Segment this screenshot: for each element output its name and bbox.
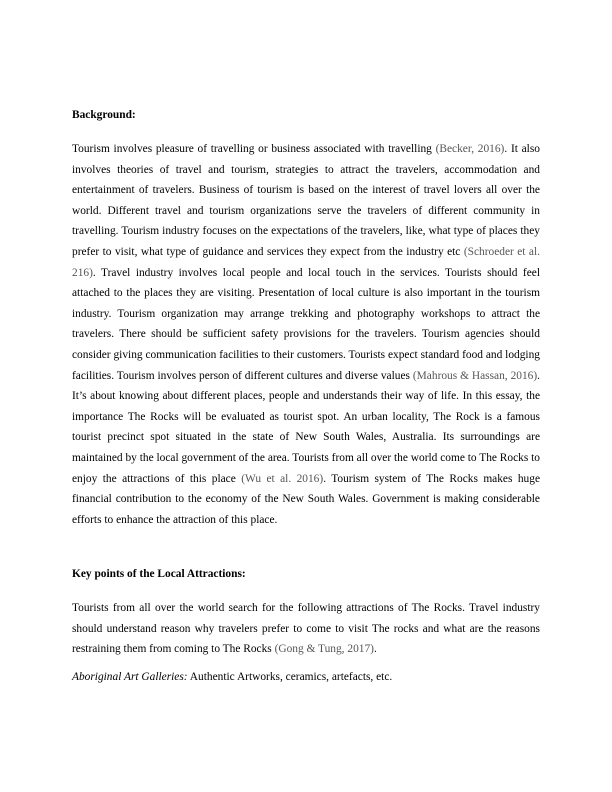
attraction-item — [72, 667, 540, 688]
paragraph-text: Tourists from all over the world search for the following attractions of The Rocks. Travel industry should understand reason why travelers prefer to come to visit The rocks and what are the reasons restraining them from coming to The Rocks — [72, 602, 540, 656]
key-points-heading: Key points of the Local Attractions: — [72, 568, 246, 581]
document-body — [72, 107, 540, 688]
background-heading: Background: — [72, 109, 136, 121]
attraction-description: Authentic Artworks, ceramics, artefacts, etc. — [187, 671, 393, 684]
citation: (Mahrous & Hassan, 2016) — [412, 369, 538, 382]
citation: (Gong & Tung, 2017) — [274, 643, 374, 656]
citation: (Schroeder et al. 216) — [72, 245, 540, 279]
key-points-paragraph — [72, 598, 540, 660]
attraction-label: Aboriginal Art Galleries: — [72, 671, 188, 684]
citation: (Wu et al. 2016) — [241, 472, 324, 485]
paragraph-text: . — [373, 643, 377, 656]
background-paragraph — [72, 139, 540, 530]
paragraph-text: . It’s about knowing about different places, people and understands their way of life. In this essay, the importance The Rocks will be evaluated as tourist spot. An urban locality, The Rock is a famous tourist precinct spot situated in the state of New South Wales, Australia. Its surroundings are maintained by the local government of the area. Tourists from all over the world come to The Rocks to enjoy the attractions of this place — [72, 369, 540, 485]
paragraph-text: . It also involves theories of travel and tourism, strategies to attract the travelers, accommodation and entertainment of travelers. Business of tourism is based on the interest of travel lovers all over the world. Different travel and tourism organizations serve the travelers of different community in travelling. Tourism industry focuses on the expectations of the travelers, like, what type of places they prefer to visit, what type of guidance and services they expect from the industry etc — [72, 143, 540, 258]
paragraph-text: . Travel industry involves local people and local touch in the services. Tourists should feel attached to the places they are visiting. Presentation of local culture is also important in the tourism industry. Tourism organization may arrange trekking and photography workshops to attract the travelers. There should be sufficient safety provisions for the travelers. Tourism agencies should consider giving communication facilities to their customers. Tourists expect standard food and lodging facilities. Tourism involves person of different cultures and diverse values — [72, 266, 540, 382]
paragraph-text: . Tourism system of The Rocks makes huge financial contribution to the economy of the New South Wales. Government is making considerable efforts to enhance the attraction of this place. — [72, 472, 540, 526]
paragraph-text: Tourism involves pleasure of travelling or business associated with travelling — [72, 143, 436, 155]
citation: (Becker, 2016) — [435, 143, 505, 155]
